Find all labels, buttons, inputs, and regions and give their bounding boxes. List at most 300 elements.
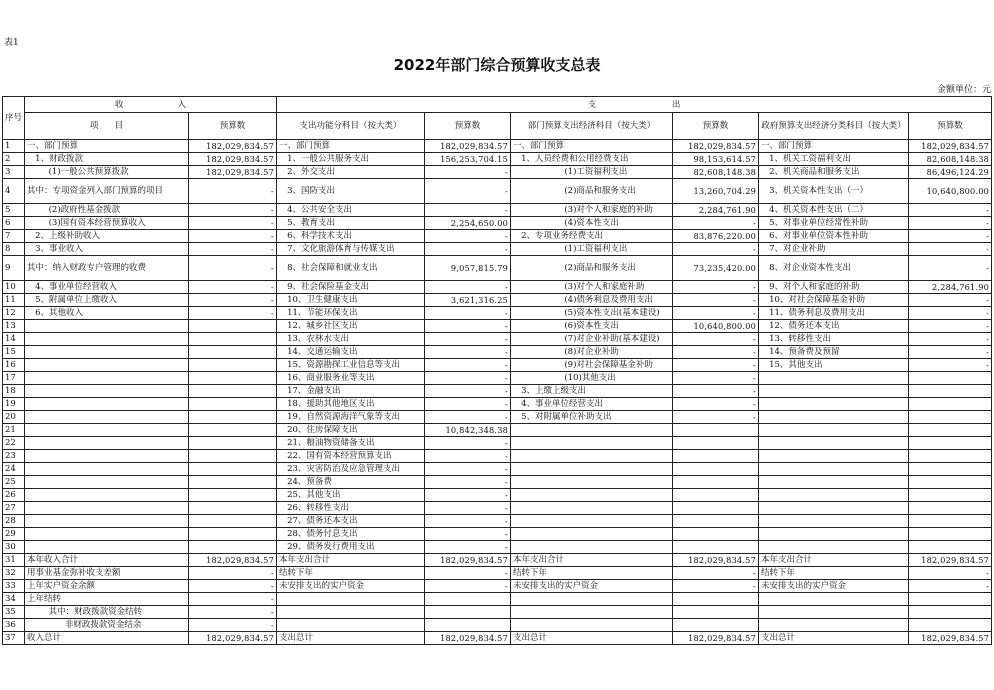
func-budget-cell: 9,057,815.79 [425, 256, 511, 281]
seq-cell: 15 [3, 346, 25, 359]
econ-item-cell: (2)商品和服务支出 [511, 179, 673, 204]
econ-item-cell: (3)对个人和家庭的补助 [511, 204, 673, 217]
econ-item-cell [511, 606, 673, 619]
econ-item-cell [511, 528, 673, 541]
table-row [3, 179, 992, 204]
income-item-cell: (2)政府性基金拨款 [25, 204, 189, 217]
table-row [3, 528, 992, 541]
func-budget-cell: - [425, 476, 511, 489]
func-item-cell: 12、城乡社区支出 [277, 320, 425, 333]
seq-cell: 5 [3, 204, 25, 217]
econ-item-cell [511, 593, 673, 606]
func-budget-cell: - [425, 333, 511, 346]
func-item-cell [277, 606, 425, 619]
seq-cell: 11 [3, 294, 25, 307]
gov-item-cell [759, 502, 909, 515]
econ-budget-cell [673, 437, 759, 450]
func-item-cell: 27、债务还本支出 [277, 515, 425, 528]
income-budget-cell: 182,029,834.57 [189, 554, 277, 567]
gov-budget-cell [909, 424, 992, 437]
econ-class-header: 部门预算支出经济科目（按大类） [511, 113, 673, 140]
gov-budget-cell [909, 619, 992, 632]
seq-cell: 20 [3, 411, 25, 424]
func-item-cell: 28、债务付息支出 [277, 528, 425, 541]
econ-item-cell: (7)对企业补助(基本建设) [511, 333, 673, 346]
econ-budget-cell: 13,260,704.29 [673, 179, 759, 204]
income-budget-cell [189, 489, 277, 502]
econ-item-cell: 4、事业单位经营支出 [511, 398, 673, 411]
income-item-cell [25, 515, 189, 528]
econ-item-cell: (9)对社会保障基金补助 [511, 359, 673, 372]
econ-item-cell: (1)工资福利支出 [511, 243, 673, 256]
table-body [3, 140, 992, 645]
func-item-cell: 结转下年 [277, 567, 425, 580]
income-budget-cell: - [189, 230, 277, 243]
gov-budget-cell [909, 437, 992, 450]
econ-item-cell: 本年支出合计 [511, 554, 673, 567]
gov-budget-cell [909, 450, 992, 463]
econ-item-cell [511, 502, 673, 515]
func-budget-cell: - [425, 359, 511, 372]
income-item-cell [25, 424, 189, 437]
income-item-cell: 6、其他收入 [25, 307, 189, 320]
table-row [3, 294, 992, 307]
table-row [3, 593, 992, 606]
func-budget-cell: - [425, 489, 511, 502]
gov-budget-cell: - [909, 294, 992, 307]
income-budget-cell: 182,029,834.57 [189, 153, 277, 166]
func-budget-cell [425, 606, 511, 619]
table-row [3, 554, 992, 567]
seq-cell: 30 [3, 541, 25, 554]
func-class-header: 支出功能分科目（按大类） [277, 113, 425, 140]
func-budget-cell: - [425, 463, 511, 476]
func-item-cell: 本年支出合计 [277, 554, 425, 567]
income-budget-cell: - [189, 606, 277, 619]
func-item-cell: 9、社会保险基金支出 [277, 281, 425, 294]
table-row [3, 437, 992, 450]
gov-budget-cell: - [909, 217, 992, 230]
gov-budget-cell: - [909, 204, 992, 217]
gov-item-cell: 8、对企业资本性支出 [759, 256, 909, 281]
gov-item-cell [759, 515, 909, 528]
gov-budget-cell [909, 372, 992, 385]
gov-item-cell: 10、对社会保障基金补助 [759, 294, 909, 307]
seq-cell: 24 [3, 463, 25, 476]
func-item-cell: 13、农林水支出 [277, 333, 425, 346]
income-budget-cell [189, 515, 277, 528]
income-budget-cell [189, 333, 277, 346]
gov-budget-cell: 182,029,834.57 [909, 632, 992, 645]
income-budget-cell [189, 411, 277, 424]
income-item-cell [25, 398, 189, 411]
func-item-cell: 5、教育支出 [277, 217, 425, 230]
gov-item-cell [759, 463, 909, 476]
func-item-cell: 11、节能环保支出 [277, 307, 425, 320]
seq-cell: 37 [3, 632, 25, 645]
gov-budget-cell [909, 385, 992, 398]
func-item-cell: 23、灾害防治及应急管理支出 [277, 463, 425, 476]
seq-cell: 8 [3, 243, 25, 256]
func-item-cell [277, 593, 425, 606]
gov-budget-cell [909, 528, 992, 541]
seq-cell: 17 [3, 372, 25, 385]
income-item-cell: 收入总计 [25, 632, 189, 645]
gov-budget-cell: 182,029,834.57 [909, 140, 992, 153]
table-row [3, 217, 992, 230]
income-budget-cell [189, 359, 277, 372]
seq-cell: 14 [3, 333, 25, 346]
income-header: 收 入 [25, 97, 277, 113]
income-item-cell [25, 333, 189, 346]
income-item-cell: 1、财政拨款 [25, 153, 189, 166]
gov-item-cell: 13、转移性支出 [759, 333, 909, 346]
econ-budget-cell: - [673, 243, 759, 256]
func-item-cell: 支出总计 [277, 632, 425, 645]
econ-budget-cell: - [673, 294, 759, 307]
seq-cell: 23 [3, 450, 25, 463]
func-budget-cell: - [425, 372, 511, 385]
table-row [3, 140, 992, 153]
func-budget-cell: - [425, 450, 511, 463]
income-item-cell [25, 411, 189, 424]
gov-budget-cell: - [909, 256, 992, 281]
income-budget-cell: - [189, 217, 277, 230]
econ-budget-cell: - [673, 398, 759, 411]
func-budget-cell: - [425, 320, 511, 333]
econ-budget-cell [673, 619, 759, 632]
econ-budget-cell: 10,640,800.00 [673, 320, 759, 333]
func-budget-cell: - [425, 179, 511, 204]
seq-cell: 19 [3, 398, 25, 411]
gov-item-cell: 2、机关商品和服务支出 [759, 166, 909, 179]
gov-budget-cell: - [909, 320, 992, 333]
econ-budget-cell: - [673, 580, 759, 593]
func-budget-cell: - [425, 437, 511, 450]
econ-budget-header: 预算数 [673, 113, 759, 140]
func-budget-cell: - [425, 528, 511, 541]
func-budget-cell: 3,621,316.25 [425, 294, 511, 307]
table-row [3, 307, 992, 320]
econ-budget-cell: 182,029,834.57 [673, 632, 759, 645]
econ-budget-cell: 182,029,834.57 [673, 554, 759, 567]
income-item-cell [25, 541, 189, 554]
expense-header: 支 出 [277, 97, 992, 113]
gov-budget-cell: 2,284,761.90 [909, 281, 992, 294]
gov-budget-cell: 86,496,124.29 [909, 166, 992, 179]
table-row [3, 489, 992, 502]
table-row [3, 411, 992, 424]
table-row [3, 204, 992, 217]
econ-item-cell: (8)对企业补助 [511, 346, 673, 359]
income-item-cell [25, 450, 189, 463]
func-budget-cell [425, 619, 511, 632]
table-row [3, 346, 992, 359]
income-item-cell [25, 320, 189, 333]
income-budget-cell: - [189, 256, 277, 281]
econ-budget-cell [673, 515, 759, 528]
page-title: 2022年部门综合预算收支总表 [393, 56, 601, 74]
income-budget-cell [189, 528, 277, 541]
seq-cell: 36 [3, 619, 25, 632]
gov-item-cell: 支出总计 [759, 632, 909, 645]
income-budget-cell: - [189, 307, 277, 320]
econ-budget-cell: 82,608,148.38 [673, 166, 759, 179]
func-budget-cell: - [425, 230, 511, 243]
gov-item-cell [759, 489, 909, 502]
income-item-cell: (3)国有资本经营预算收入 [25, 217, 189, 230]
func-item-cell: 26、转移性支出 [277, 502, 425, 515]
econ-item-cell: (3)对个人和家庭补助 [511, 281, 673, 294]
func-budget-cell: 182,029,834.57 [425, 632, 511, 645]
econ-budget-cell: 73,235,420.00 [673, 256, 759, 281]
gov-item-cell: 9、对个人和家庭的补助 [759, 281, 909, 294]
seq-cell: 2 [3, 153, 25, 166]
income-budget-cell: - [189, 619, 277, 632]
econ-item-cell: 5、对附属单位补助支出 [511, 411, 673, 424]
seq-cell: 25 [3, 476, 25, 489]
func-budget-header: 预算数 [425, 113, 511, 140]
table-row [3, 372, 992, 385]
econ-budget-cell: - [673, 217, 759, 230]
func-item-cell: 21、粮油物资储备支出 [277, 437, 425, 450]
income-budget-cell: - [189, 204, 277, 217]
func-budget-cell: - [425, 541, 511, 554]
income-budget-cell: - [189, 243, 277, 256]
func-budget-cell: - [425, 281, 511, 294]
gov-econ-class-header: 政府预算支出经济分类科目（按大类） [759, 113, 909, 140]
econ-budget-cell: - [673, 385, 759, 398]
econ-budget-cell: 2,284,761.90 [673, 204, 759, 217]
func-budget-cell: - [425, 580, 511, 593]
seq-cell: 31 [3, 554, 25, 567]
income-item-cell: 上年结转 [25, 593, 189, 606]
econ-budget-cell: - [673, 411, 759, 424]
income-budget-cell [189, 463, 277, 476]
seq-cell: 13 [3, 320, 25, 333]
func-budget-cell: 182,029,834.57 [425, 140, 511, 153]
econ-item-cell [511, 450, 673, 463]
income-budget-cell [189, 372, 277, 385]
func-budget-cell: 156,253,704.15 [425, 153, 511, 166]
econ-budget-cell: - [673, 372, 759, 385]
econ-item-cell [511, 437, 673, 450]
income-item-cell [25, 463, 189, 476]
table-row [3, 243, 992, 256]
income-budget-cell: - [189, 593, 277, 606]
func-item-cell: 24、预备费 [277, 476, 425, 489]
income-item-cell [25, 528, 189, 541]
gov-item-cell [759, 385, 909, 398]
income-budget-cell: 182,029,834.57 [189, 166, 277, 179]
func-budget-cell: - [425, 515, 511, 528]
func-item-cell: 15、资源勘探工业信息等支出 [277, 359, 425, 372]
func-budget-cell: - [425, 411, 511, 424]
econ-item-cell: 2、专项业务经费支出 [511, 230, 673, 243]
income-budget-cell: - [189, 567, 277, 580]
func-budget-cell: - [425, 307, 511, 320]
gov-item-cell [759, 541, 909, 554]
amount-unit-label: 金额单位：元 [936, 85, 991, 95]
income-item-cell [25, 346, 189, 359]
table-row [3, 333, 992, 346]
econ-item-cell: (5)资本性支出(基本建设) [511, 307, 673, 320]
econ-item-cell [511, 515, 673, 528]
income-budget-cell: - [189, 179, 277, 204]
gov-budget-cell: 182,029,834.57 [909, 554, 992, 567]
table-row [3, 606, 992, 619]
gov-budget-cell [909, 398, 992, 411]
func-item-cell: 4、公共安全支出 [277, 204, 425, 217]
func-item-cell: 7、文化旅游体育与传媒支出 [277, 243, 425, 256]
gov-item-cell: 本年支出合计 [759, 554, 909, 567]
gov-budget-cell: - [909, 333, 992, 346]
income-budget-cell [189, 437, 277, 450]
income-item-cell: 2、上级补助收入 [25, 230, 189, 243]
income-item-cell [25, 476, 189, 489]
income-item-cell: 其中：财政拨款资金结转 [25, 606, 189, 619]
table-row [3, 619, 992, 632]
income-budget-cell: - [189, 281, 277, 294]
seq-cell: 35 [3, 606, 25, 619]
func-item-cell: 14、交通运输支出 [277, 346, 425, 359]
income-budget-cell: - [189, 294, 277, 307]
seq-cell: 9 [3, 256, 25, 281]
seq-cell: 7 [3, 230, 25, 243]
func-item-cell: 10、卫生健康支出 [277, 294, 425, 307]
seq-cell: 27 [3, 502, 25, 515]
gov-item-cell [759, 450, 909, 463]
table-row [3, 567, 992, 580]
gov-item-cell: 11、债务利息及费用支出 [759, 307, 909, 320]
econ-budget-cell: - [673, 359, 759, 372]
gov-item-cell [759, 398, 909, 411]
func-budget-cell: - [425, 346, 511, 359]
seq-header: 序号 [3, 97, 25, 140]
func-item-cell: 1、一般公共服务支出 [277, 153, 425, 166]
func-budget-cell: - [425, 567, 511, 580]
income-item-cell: 上年实户资金余额 [25, 580, 189, 593]
econ-budget-cell [673, 450, 759, 463]
income-budget-cell [189, 346, 277, 359]
gov-budget-cell: - [909, 307, 992, 320]
func-item-cell: 8、社会保障和就业支出 [277, 256, 425, 281]
gov-item-cell [759, 619, 909, 632]
table-row [3, 359, 992, 372]
econ-item-cell: 一、部门预算 [511, 140, 673, 153]
income-item-cell: 4、事业单位经营收入 [25, 281, 189, 294]
econ-item-cell [511, 424, 673, 437]
gov-budget-cell [909, 515, 992, 528]
income-item-cell [25, 437, 189, 450]
income-item-cell: 其中：专项资金列入部门预算的项目 [25, 179, 189, 204]
gov-budget-cell [909, 489, 992, 502]
gov-budget-cell: - [909, 243, 992, 256]
table-row [3, 541, 992, 554]
econ-item-cell: (2)商品和服务支出 [511, 256, 673, 281]
income-item-cell [25, 372, 189, 385]
income-item-cell: 其中：纳入财政专户管理的收费 [25, 256, 189, 281]
gov-item-cell: 6、对事业单位资本性补助 [759, 230, 909, 243]
income-budget-cell [189, 450, 277, 463]
func-item-cell: 17、金融支出 [277, 385, 425, 398]
gov-budget-cell: - [909, 567, 992, 580]
gov-item-cell [759, 593, 909, 606]
gov-budget-cell [909, 541, 992, 554]
gov-budget-cell: - [909, 580, 992, 593]
seq-cell: 16 [3, 359, 25, 372]
econ-item-cell: 1、人员经费和公用经费支出 [511, 153, 673, 166]
seq-cell: 28 [3, 515, 25, 528]
econ-budget-cell [673, 463, 759, 476]
seq-cell: 10 [3, 281, 25, 294]
table-row [3, 580, 992, 593]
table-row [3, 463, 992, 476]
income-item-cell [25, 502, 189, 515]
income-item-cell [25, 385, 189, 398]
table-row [3, 476, 992, 489]
econ-budget-cell: - [673, 281, 759, 294]
seq-cell: 29 [3, 528, 25, 541]
table-row [3, 502, 992, 515]
table-tag: 表1 [4, 38, 19, 48]
econ-budget-cell: - [673, 307, 759, 320]
func-item-cell: 16、商业服务业等支出 [277, 372, 425, 385]
econ-item-cell: (10)其他支出 [511, 372, 673, 385]
table-row [3, 632, 992, 645]
income-item-cell: (1)一般公共预算拨款 [25, 166, 189, 179]
econ-budget-cell [673, 489, 759, 502]
seq-cell: 4 [3, 179, 25, 204]
income-item-cell: 非财政拨款资金结余 [25, 619, 189, 632]
gov-item-cell: 结转下年 [759, 567, 909, 580]
econ-item-cell: 未安排支出的实户资金 [511, 580, 673, 593]
table-row [3, 256, 992, 281]
econ-budget-cell: - [673, 346, 759, 359]
income-item-cell: 本年收入合计 [25, 554, 189, 567]
table-row [3, 281, 992, 294]
seq-cell: 22 [3, 437, 25, 450]
econ-budget-cell: - [673, 567, 759, 580]
income-item-cell: 用事业基金弥补收支差额 [25, 567, 189, 580]
gov-item-cell: 12、债务还本支出 [759, 320, 909, 333]
income-budget-cell [189, 398, 277, 411]
table-row [3, 153, 992, 166]
table-row [3, 320, 992, 333]
gov-budget-cell: 10,640,800.00 [909, 179, 992, 204]
income-item-header: 项 目 [25, 113, 189, 140]
income-item-cell [25, 489, 189, 502]
gov-item-cell: 4、机关资本性支出（二） [759, 204, 909, 217]
econ-item-cell [511, 476, 673, 489]
econ-budget-cell [673, 606, 759, 619]
gov-budget-cell: - [909, 359, 992, 372]
func-item-cell: 22、国有资本经营预算支出 [277, 450, 425, 463]
gov-budget-cell: - [909, 346, 992, 359]
income-budget-cell [189, 320, 277, 333]
gov-item-cell [759, 437, 909, 450]
income-budget-cell [189, 476, 277, 489]
income-budget-cell [189, 541, 277, 554]
gov-budget-cell: - [909, 230, 992, 243]
econ-budget-cell: - [673, 333, 759, 346]
func-item-cell: 18、援助其他地区支出 [277, 398, 425, 411]
gov-item-cell [759, 424, 909, 437]
func-item-cell: 2、外交支出 [277, 166, 425, 179]
func-budget-cell [425, 593, 511, 606]
seq-cell: 33 [3, 580, 25, 593]
econ-budget-cell [673, 502, 759, 515]
